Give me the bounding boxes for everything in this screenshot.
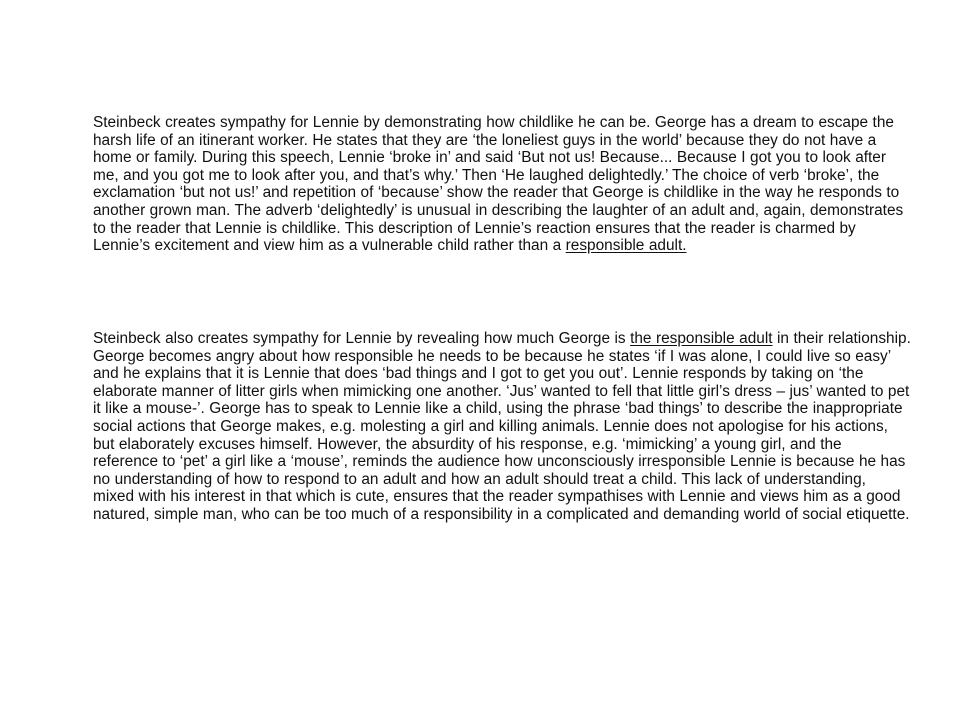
paragraph-2 — [93, 330, 911, 524]
paragraph-1-text: Steinbeck creates sympathy for Lennie by demonstrating how childlike he can be. George has a dream to escape the harsh life of an itinerant worker. He states that they are ‘the loneliest guys in the world’ because they do not have a home or family. During this speech, Lennie ‘broke in’ and said ‘But not us! Because... Because I got you to look after me, and you got me to look after you, and that’s why.’ Then ‘He laughed delightedly.’ The choice of verb ‘broke’, the exclamation ‘but not us!’ and repetition of ‘because’ show the reader that George is childlike in the way he responds to another grown man. The adverb ‘delightedly’ is unusual in describing the laughter of an adult and, again, demonstrates to the reader that Lennie is childlike. This description of Lennie’s reaction ensures that the reader is charmed by Lennie’s excitement and view him as a vulnerable child rather than a — [93, 114, 904, 255]
paragraph-1 — [93, 114, 911, 300]
paragraph-1-underlined-phrase: responsible adult. — [565, 237, 687, 255]
essay-text — [93, 114, 911, 524]
paragraph-2-text-end: in their relationship. George becomes angry about how responsible he needs to be because he states ‘if I was alone, I could live so easy’ and he explains that it is Lennie that does ‘bad things and I got to get you out’. Lennie responds by taking on ‘the elaborate manner of litter girls when mimicking one another. ‘Jus’ wanted to fell that little girl’s dress – jus’ wanted to pet it like a mouse-’. George has to speak to Lennie like a child, using the phrase ‘bad things’ to describe the inappropriate social actions that George makes, e.g. molesting a girl and killing animals. Lennie does not apologise for his actions, but elaborately excuses himself. However, the absurdity of his response, e.g. ‘mimicking’ a young girl, and the reference to ‘pet’ a girl like a ‘mouse’, reminds the audience how unconsciously irresponsible Lennie is because he has no understanding of how to respond to an adult and how an adult should treat a child. This lack of understanding, mixed with his interest in that which is cute, ensures that the reader sympathises with Lennie and views him as a good natured, simple man, who can be too much of a responsibility in a complicated and demanding world of social etiquette. — [93, 330, 911, 523]
paragraph-2-underlined-phrase: the responsible adult — [630, 330, 773, 347]
paragraph-2-text-start: Steinbeck also creates sympathy for Lennie by revealing how much George is — [93, 330, 631, 347]
